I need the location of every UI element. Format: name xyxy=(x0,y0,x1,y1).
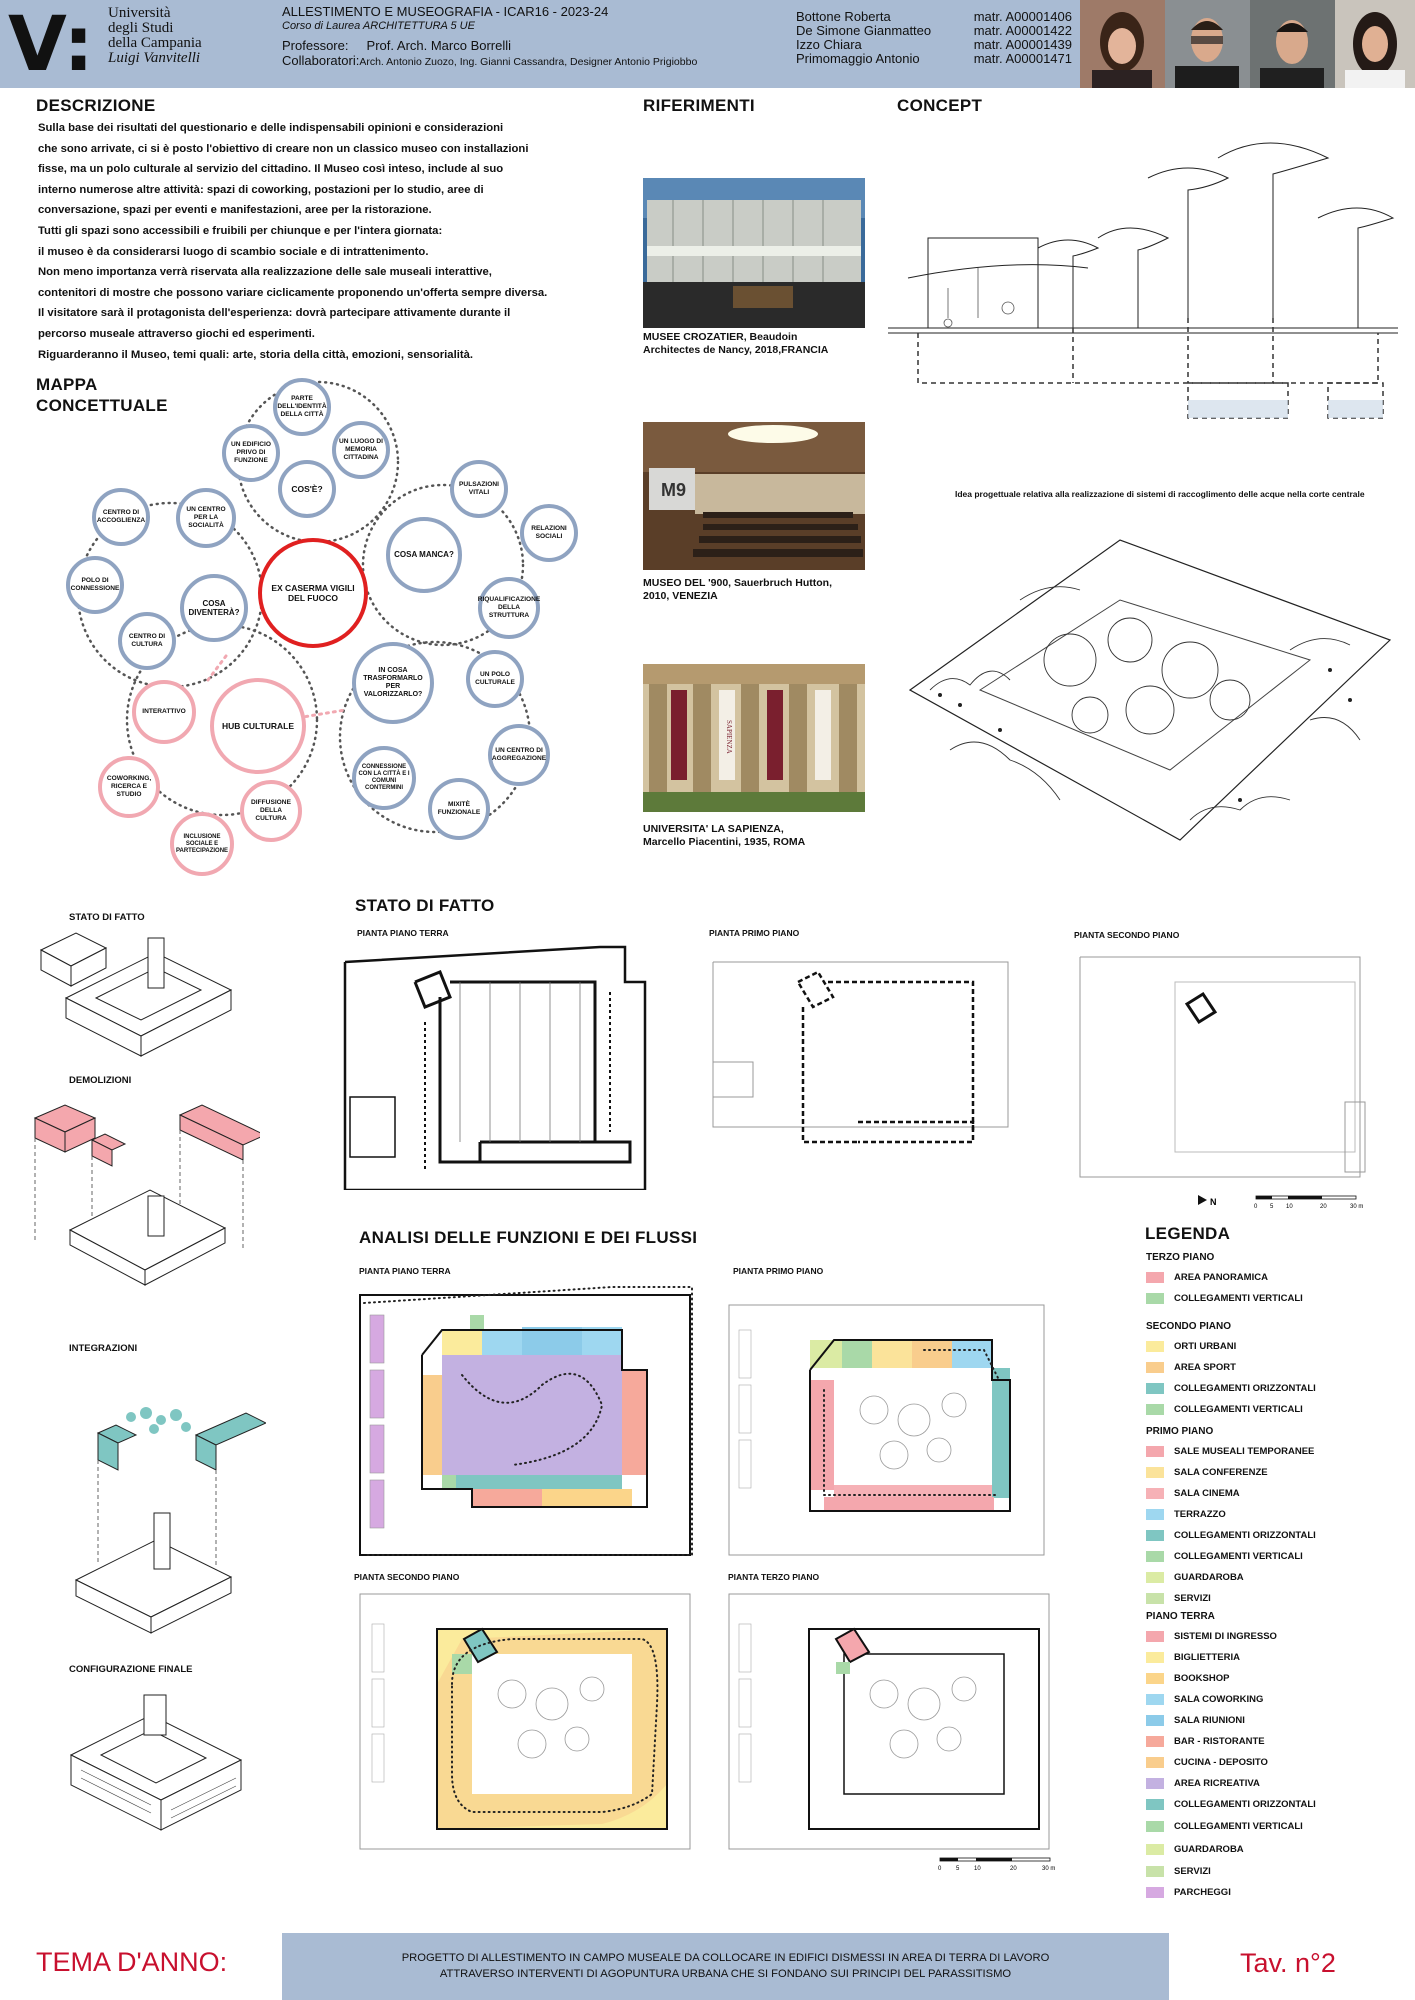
logo-line: degli Studi xyxy=(108,20,174,36)
legend-item: BOOKSHOP xyxy=(1146,1668,1356,1689)
logo-line: della Campania xyxy=(108,35,202,51)
course-info xyxy=(282,4,697,70)
svg-text:0: 0 xyxy=(1254,1204,1258,1210)
map-node: UN CENTRO PER LA SOCIALITÀ xyxy=(176,488,236,548)
plan-funzioni-piano-terra xyxy=(352,1275,704,1567)
legend-group-title: SECONDO PIANO xyxy=(1146,1321,1232,1332)
plan-label: PIANTA SECONDO PIANO xyxy=(354,1572,460,1582)
concept-section-sketch xyxy=(888,118,1398,463)
svg-text:5: 5 xyxy=(1270,1204,1274,1210)
map-node: CENTRO DI CULTURA xyxy=(118,612,176,670)
axo-demolizioni xyxy=(30,1100,260,1290)
legend-item: SERVIZI xyxy=(1146,1861,1356,1882)
legend-item: PARCHEGGI xyxy=(1146,1882,1356,1903)
plan-label: PIANTA PRIMO PIANO xyxy=(733,1266,824,1276)
analisi-title: ANALISI DELLE FUNZIONI E DEI FLUSSI xyxy=(359,1228,698,1247)
plan-funzioni-secondo-piano xyxy=(352,1584,702,1854)
svg-text:5: 5 xyxy=(956,1866,960,1872)
reference-caption: MUSEE CROZATIER, Beaudoin Architectes de Nancy, 2018,FRANCIA xyxy=(643,331,829,356)
axo-integrazioni xyxy=(36,1405,266,1655)
legend-item: BIGLIETTERIA xyxy=(1146,1647,1356,1668)
svg-text:0: 0 xyxy=(938,1866,942,1872)
legend-group-title: PRIMO PIANO xyxy=(1146,1426,1214,1437)
legend-swatch xyxy=(1146,1866,1164,1877)
legend-item: SALA CONFERENZE xyxy=(1146,1462,1356,1483)
legend-item: COLLEGAMENTI ORIZZONTALI xyxy=(1146,1378,1356,1399)
legend-swatch xyxy=(1146,1694,1164,1705)
legend-swatch xyxy=(1146,1715,1164,1726)
map-node: UN CENTRO DI AGGREGAZIONE xyxy=(488,724,550,786)
map-node: COWORKING, RICERCA E STUDIO xyxy=(98,756,160,818)
legend-swatch xyxy=(1146,1757,1164,1768)
stato-title: STATO DI FATTO xyxy=(355,896,495,915)
map-center-node: EX CASERMA VIGILI DEL FUOCO xyxy=(258,538,368,648)
student-photo xyxy=(1335,0,1415,88)
map-question-node: IN COSA TRASFORMARLO PER VALORIZZARLO? xyxy=(352,642,434,724)
svg-text:30 m: 30 m xyxy=(1350,1204,1364,1210)
plan-label: PIANTA PRIMO PIANO xyxy=(709,928,800,938)
legend-swatch xyxy=(1146,1467,1164,1478)
legend-item: SISTEMI DI INGRESSO xyxy=(1146,1626,1356,1647)
student-row: Primomaggio Antonio matr. A00001471 xyxy=(796,51,1072,66)
mappa-title: MAPPA CONCETTUALE xyxy=(36,375,168,415)
legend-item: AREA PANORAMICA xyxy=(1146,1267,1356,1288)
map-node: POLO DI CONNESSIONE xyxy=(66,556,124,614)
concept-title: CONCEPT xyxy=(897,96,983,115)
legend-item: GUARDAROBA xyxy=(1146,1838,1356,1861)
north-scale-bar xyxy=(1198,1192,1378,1214)
map-node: PULSAZIONI VITALI xyxy=(450,460,508,518)
plan-funzioni-terzo-piano xyxy=(724,1584,1064,1854)
map-question-node: COSA MANCA? xyxy=(386,517,462,593)
legend-swatch xyxy=(1146,1844,1164,1855)
plan-stato-primo-piano xyxy=(708,942,1030,1190)
map-node: UN LUOGO DI MEMORIA CITTADINA xyxy=(332,421,390,479)
reference-caption: MUSEO DEL '900, Sauerbruch Hutton, 2010, VENEZIA xyxy=(643,577,832,602)
map-node: UN EDIFICIO PRIVO DI FUNZIONE xyxy=(222,424,280,482)
tema-description: PROGETTO DI ALLESTIMENTO IN CAMPO MUSEALE DA COLLOCARE IN EDIFICI DISMESSI IN AREA DI TERRA DI LAVORO ATTRAVERSO INTERVENTI DI AGOPUNTURA URBANA CHE SI FONDANO SUI PRINCIPI DEL PARASSITISMO xyxy=(401,1952,1050,1980)
legend-swatch xyxy=(1146,1887,1164,1898)
svg-text:10: 10 xyxy=(974,1866,981,1872)
legend-swatch xyxy=(1146,1821,1164,1832)
map-hub-node: HUB CULTURALE xyxy=(210,678,306,774)
legend-swatch xyxy=(1146,1631,1164,1642)
concept-caption: Idea progettuale relativa alla realizzazione di sistemi di raccoglimento delle acque nella corte centrale xyxy=(955,489,1365,499)
map-node: INTERATTIVO xyxy=(132,680,196,744)
legend-item: COLLEGAMENTI VERTICALI xyxy=(1146,1546,1356,1567)
professor-row: Professore: Prof. Arch. Marco Borrelli xyxy=(282,38,512,53)
diagram-label: DEMOLIZIONI xyxy=(69,1075,132,1086)
legend-swatch xyxy=(1146,1341,1164,1352)
student-photo xyxy=(1250,0,1335,88)
diagram-label: STATO DI FATTO xyxy=(69,912,145,923)
svg-text:20: 20 xyxy=(1320,1204,1327,1210)
svg-text:10: 10 xyxy=(1286,1204,1293,1210)
map-node: CENTRO DI ACCOGLIENZA xyxy=(92,488,150,546)
legend-item: BAR - RISTORANTE xyxy=(1146,1731,1356,1752)
map-node: UN POLO CULTURALE xyxy=(466,650,524,708)
reference-photo-sapienza xyxy=(643,664,865,812)
legend-item: CUCINA - DEPOSITO xyxy=(1146,1752,1356,1773)
legend-swatch xyxy=(1146,1383,1164,1394)
map-node: CONNESSIONE CON LA CITTÀ E I COMUNI CONTERMINI xyxy=(352,746,416,810)
legend-item: COLLEGAMENTI VERTICALI xyxy=(1146,1288,1356,1309)
legend-item: ORTI URBANI xyxy=(1146,1336,1356,1357)
legend-swatch xyxy=(1146,1272,1164,1283)
legenda-list xyxy=(1146,1252,1356,1903)
plan-stato-secondo-piano xyxy=(1075,942,1395,1190)
legend-item: COLLEGAMENTI VERTICALI xyxy=(1146,1815,1356,1838)
students-list xyxy=(796,10,1072,66)
logo-line: Luigi Vanvitelli xyxy=(108,50,201,66)
collaborators-row: Collaboratori:Arch. Antonio Zuozo, Ing. Gianni Cassandra, Designer Antonio Prigiobbo xyxy=(282,53,698,68)
legend-swatch xyxy=(1146,1572,1164,1583)
legend-group-title: TERZO PIANO xyxy=(1146,1252,1215,1263)
map-node: DIFFUSIONE DELLA CULTURA xyxy=(240,780,302,842)
student-photo xyxy=(1165,0,1250,88)
legend-swatch xyxy=(1146,1446,1164,1457)
legend-swatch xyxy=(1146,1799,1164,1810)
map-node: MIXITÈ FUNZIONALE xyxy=(428,778,490,840)
plan-label: PIANTA PIANO TERRA xyxy=(359,1266,451,1276)
legend-item: TERRAZZO xyxy=(1146,1504,1356,1525)
university-logo-mark: V: xyxy=(8,0,94,88)
plan-funzioni-primo-piano xyxy=(724,1290,1054,1560)
screen-label: M9 xyxy=(661,480,687,500)
map-node: INCLUSIONE SOCIALE E PARTECIPAZIONE xyxy=(170,812,234,876)
reference-photo-crozatier xyxy=(643,178,865,328)
north-label: N xyxy=(1210,1197,1217,1207)
legend-swatch xyxy=(1146,1362,1164,1373)
legend-swatch xyxy=(1146,1509,1164,1520)
legend-item: COLLEGAMENTI ORIZZONTALI xyxy=(1146,1525,1356,1546)
diagram-label: INTEGRAZIONI xyxy=(69,1343,138,1354)
legend-swatch xyxy=(1146,1673,1164,1684)
legend-item: COLLEGAMENTI VERTICALI xyxy=(1146,1399,1356,1420)
student-row: Izzo Chiara matr. A00001439 xyxy=(796,37,1072,52)
legend-swatch xyxy=(1146,1652,1164,1663)
legend-item: AREA SPORT xyxy=(1146,1357,1356,1378)
university-logo-text xyxy=(108,6,202,66)
legend-item: SALA CINEMA xyxy=(1146,1483,1356,1504)
legend-swatch xyxy=(1146,1530,1164,1541)
course-subtitle: Corso di Laurea ARCHITETTURA 5 UE xyxy=(282,20,475,32)
legend-group-title: PIANO TERRA xyxy=(1146,1611,1215,1622)
descrizione-text: Sulla base dei risultati del questionario e delle indispensabili opinioni e considerazioni che sono arrivate, ci si è posto l'obiettivo di creare non un classico museo con installazioni fisse, ma un polo culturale al servizio del cittadino. Il Museo così inteso, include al suo interno numerose altre attività: spazi di coworking, postazioni per lo studio, aree di conversazione, spazi per eventi e manifestazioni, aree per la ristorazione. Tutti gli spazi sono accessibili e fruibili per chiunque e per l'intera giornata: il museo è da considerarsi luogo di scambio sociale e di intrattenimento. Non meno importanza verrà riservata alla realizzazione delle sale museali interattive, contenitori di mostre che possono variare ciclicamente proponendo un'offerta sempre diversa. Il visitatore sarà il protagonista dell'esperienza: dovrà partecipare attivamente durante il percorso museale attraverso giochi ed esperimenti. Riguarderanno il Museo, temi quali: arte, storia della città, emozioni, sensorialità. xyxy=(38,122,548,361)
axo-configurazione-finale xyxy=(56,1690,256,1840)
legend-item: COLLEGAMENTI ORIZZONTALI xyxy=(1146,1794,1356,1815)
plan-label: PIANTA SECONDO PIANO xyxy=(1074,930,1180,940)
legend-swatch xyxy=(1146,1293,1164,1304)
legend-item: GUARDAROBA xyxy=(1146,1567,1356,1588)
map-node: RELAZIONI SOCIALI xyxy=(520,504,578,562)
diagram-label: CONFIGURAZIONE FINALE xyxy=(69,1664,193,1675)
reference-caption: UNIVERSITA' LA SAPIENZA, Marcello Piacentini, 1935, ROMA xyxy=(643,823,806,848)
axo-stato-di-fatto xyxy=(36,928,236,1068)
legend-item: SERVIZI xyxy=(1146,1588,1356,1609)
map-node: RIQUALIFICAZIONE DELLA STRUTTURA xyxy=(478,577,540,639)
tavola-number: Tav. n°2 xyxy=(1240,1948,1336,1978)
plan-label: PIANTA PIANO TERRA xyxy=(357,928,449,938)
tema-label: TEMA D'ANNO: xyxy=(36,1947,228,1977)
map-node: PARTE DELL'IDENTITÀ DELLA CITTÀ xyxy=(273,378,331,436)
svg-text:20: 20 xyxy=(1010,1866,1017,1872)
logo-line: Università xyxy=(108,5,171,21)
legend-swatch xyxy=(1146,1778,1164,1789)
legend-swatch xyxy=(1146,1593,1164,1604)
legend-swatch xyxy=(1146,1404,1164,1415)
riferimenti-title: RIFERIMENTI xyxy=(643,96,755,115)
legend-swatch xyxy=(1146,1551,1164,1562)
plan-stato-piano-terra xyxy=(340,942,670,1190)
map-question-node: COSA DIVENTERÀ? xyxy=(180,574,248,642)
banner-label: SAPIENZA xyxy=(725,720,733,754)
descrizione-title: DESCRIZIONE xyxy=(36,96,156,115)
student-row: Bottone Roberta matr. A00001406 xyxy=(796,9,1072,24)
legend-item: SALA COWORKING xyxy=(1146,1689,1356,1710)
student-photo xyxy=(1080,0,1165,88)
reference-photo-m9 xyxy=(643,422,865,570)
legend-item: SALA RIUNIONI xyxy=(1146,1710,1356,1731)
course-title: ALLESTIMENTO E MUSEOGRAFIA - ICAR16 - 2023-24 xyxy=(282,4,609,19)
north-arrow-icon xyxy=(1198,1195,1207,1205)
plan-label: PIANTA TERZO PIANO xyxy=(728,1572,820,1582)
legenda-title: LEGENDA xyxy=(1145,1224,1231,1243)
legend-swatch xyxy=(1146,1488,1164,1499)
legend-swatch xyxy=(1146,1736,1164,1747)
map-question-node: COS'È? xyxy=(278,460,336,518)
legend-item: SALE MUSEALI TEMPORANEE xyxy=(1146,1441,1356,1462)
legend-item: AREA RICREATIVA xyxy=(1146,1773,1356,1794)
analisi-scale-bar xyxy=(938,1856,1068,1876)
student-row: De Simone Gianmatteo matr. A00001422 xyxy=(796,23,1072,38)
concept-axonometric-sketch xyxy=(890,520,1410,855)
svg-text:30 m: 30 m xyxy=(1042,1866,1056,1872)
